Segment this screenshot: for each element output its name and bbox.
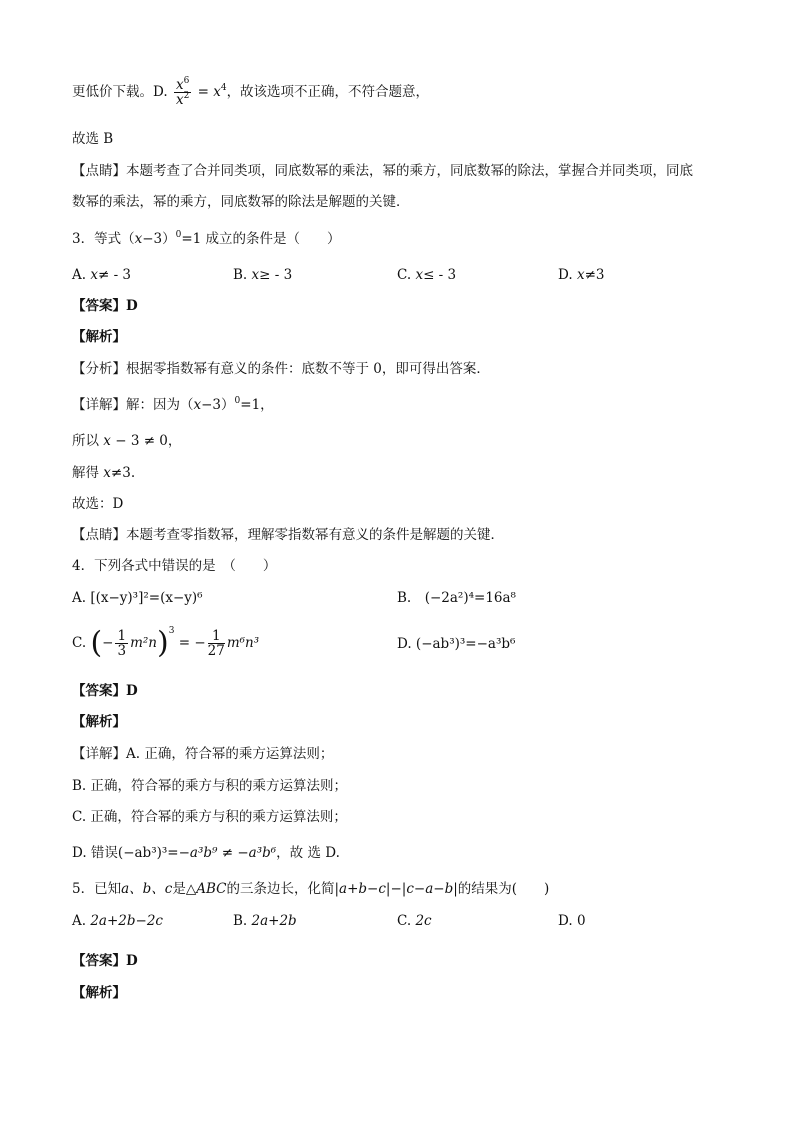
q5-analysis-heading: 【解析】	[72, 985, 126, 1001]
q4-analysis-heading: 【解析】	[72, 714, 126, 730]
line-dianjing-1: 【点睛】本题考查了合并同类项，同底数幂的乘法，幂的乘方，同底数幂的除法，掌握合并同类项，同底	[72, 163, 693, 179]
line-choose-b: 故选 B	[72, 131, 114, 147]
fraction-x6-over-x2: $\frac{x^6}{x^2}$	[175, 76, 190, 108]
question-5-stem: 5．已知a、b、c是△ABC的三条边长，化简|a+b−c|−|c−a−b|的结果为( )	[72, 881, 550, 897]
q3-suoyi: 所以 x − 3 ≠ 0，	[72, 433, 182, 449]
question-3-stem: 3．等式$(x-3)^0=1$ 成立的条件是（ ）	[72, 230, 341, 247]
q5-option-b: B. 2a+2b	[233, 913, 297, 929]
q3-detail: 【详解】解：因为$(x-3)^0=1$，	[72, 396, 274, 413]
q3-option-a: A. x≠ - 3	[72, 267, 132, 283]
question-4-stem: 4．下列各式中错误的是 （ ）	[72, 558, 277, 574]
q5-answer: 【答案】D	[72, 953, 138, 969]
fraction-one-third: $\frac{1}{3}$	[117, 628, 127, 659]
q3-option-b: B. x≥ - 3	[233, 267, 293, 283]
fraction-one-27th: $\frac{1}{27}$	[207, 628, 225, 659]
q3-dianjing: 【点睛】本题考查零指数幂，理解零指数幂有意义的条件是解题的关键．	[72, 527, 504, 543]
q4-option-c: C. (− $\frac{1}{3}$ m²n)$^3$ = − $\frac{1}{27}$ m⁶n³	[72, 625, 260, 661]
q3-answer: 【答案】D	[72, 298, 138, 314]
line-dianjing-2: 数幂的乘法，幂的乘方，同底数幂的除法是解题的关键．	[72, 194, 410, 210]
q5-option-a: A. 2a+2b−2c	[72, 913, 163, 929]
q4-option-a: A. [(x−y)³]²=(x−y)⁶	[72, 590, 203, 606]
q4-detail-a: 【详解】A. 正确，符合幂的乘方运算法则；	[72, 746, 334, 762]
q4-answer: 【答案】D	[72, 683, 138, 699]
q5-option-d: D. 0	[558, 913, 586, 929]
q3-jiede: 解得 x≠3.	[72, 465, 136, 481]
q4-option-d: D. (−ab³)³=−a³b⁶	[397, 636, 516, 652]
q4-detail-b: B. 正确，符合幂的乘方与积的乘方运算法则；	[72, 778, 348, 794]
q3-option-c: C. x≤ - 3	[397, 267, 457, 283]
line-d-option-conclusion: 更低价下载。D. $\frac{x^6}{x^2}$ = $x^4$，故该选项不正确，不符合题意，	[72, 76, 430, 108]
q5-option-c: C. 2c	[397, 913, 432, 929]
q3-guxuan: 故选：D	[72, 496, 124, 512]
q3-option-d: D. x≠3	[558, 267, 605, 283]
q4-detail-d: D. 错误(−ab³)³=−a³b⁹ ≠ −a³b⁶，故 选 D.	[72, 845, 340, 861]
q4-option-b: B. (−2a²)⁴=16a⁸	[397, 590, 516, 606]
q4-detail-c: C. 正确，符合幂的乘方与积的乘方运算法则；	[72, 809, 347, 825]
q3-fenxi: 【分析】根据零指数幂有意义的条件：底数不等于 0，即可得出答案．	[72, 361, 490, 377]
q3-analysis-heading: 【解析】	[72, 329, 126, 345]
